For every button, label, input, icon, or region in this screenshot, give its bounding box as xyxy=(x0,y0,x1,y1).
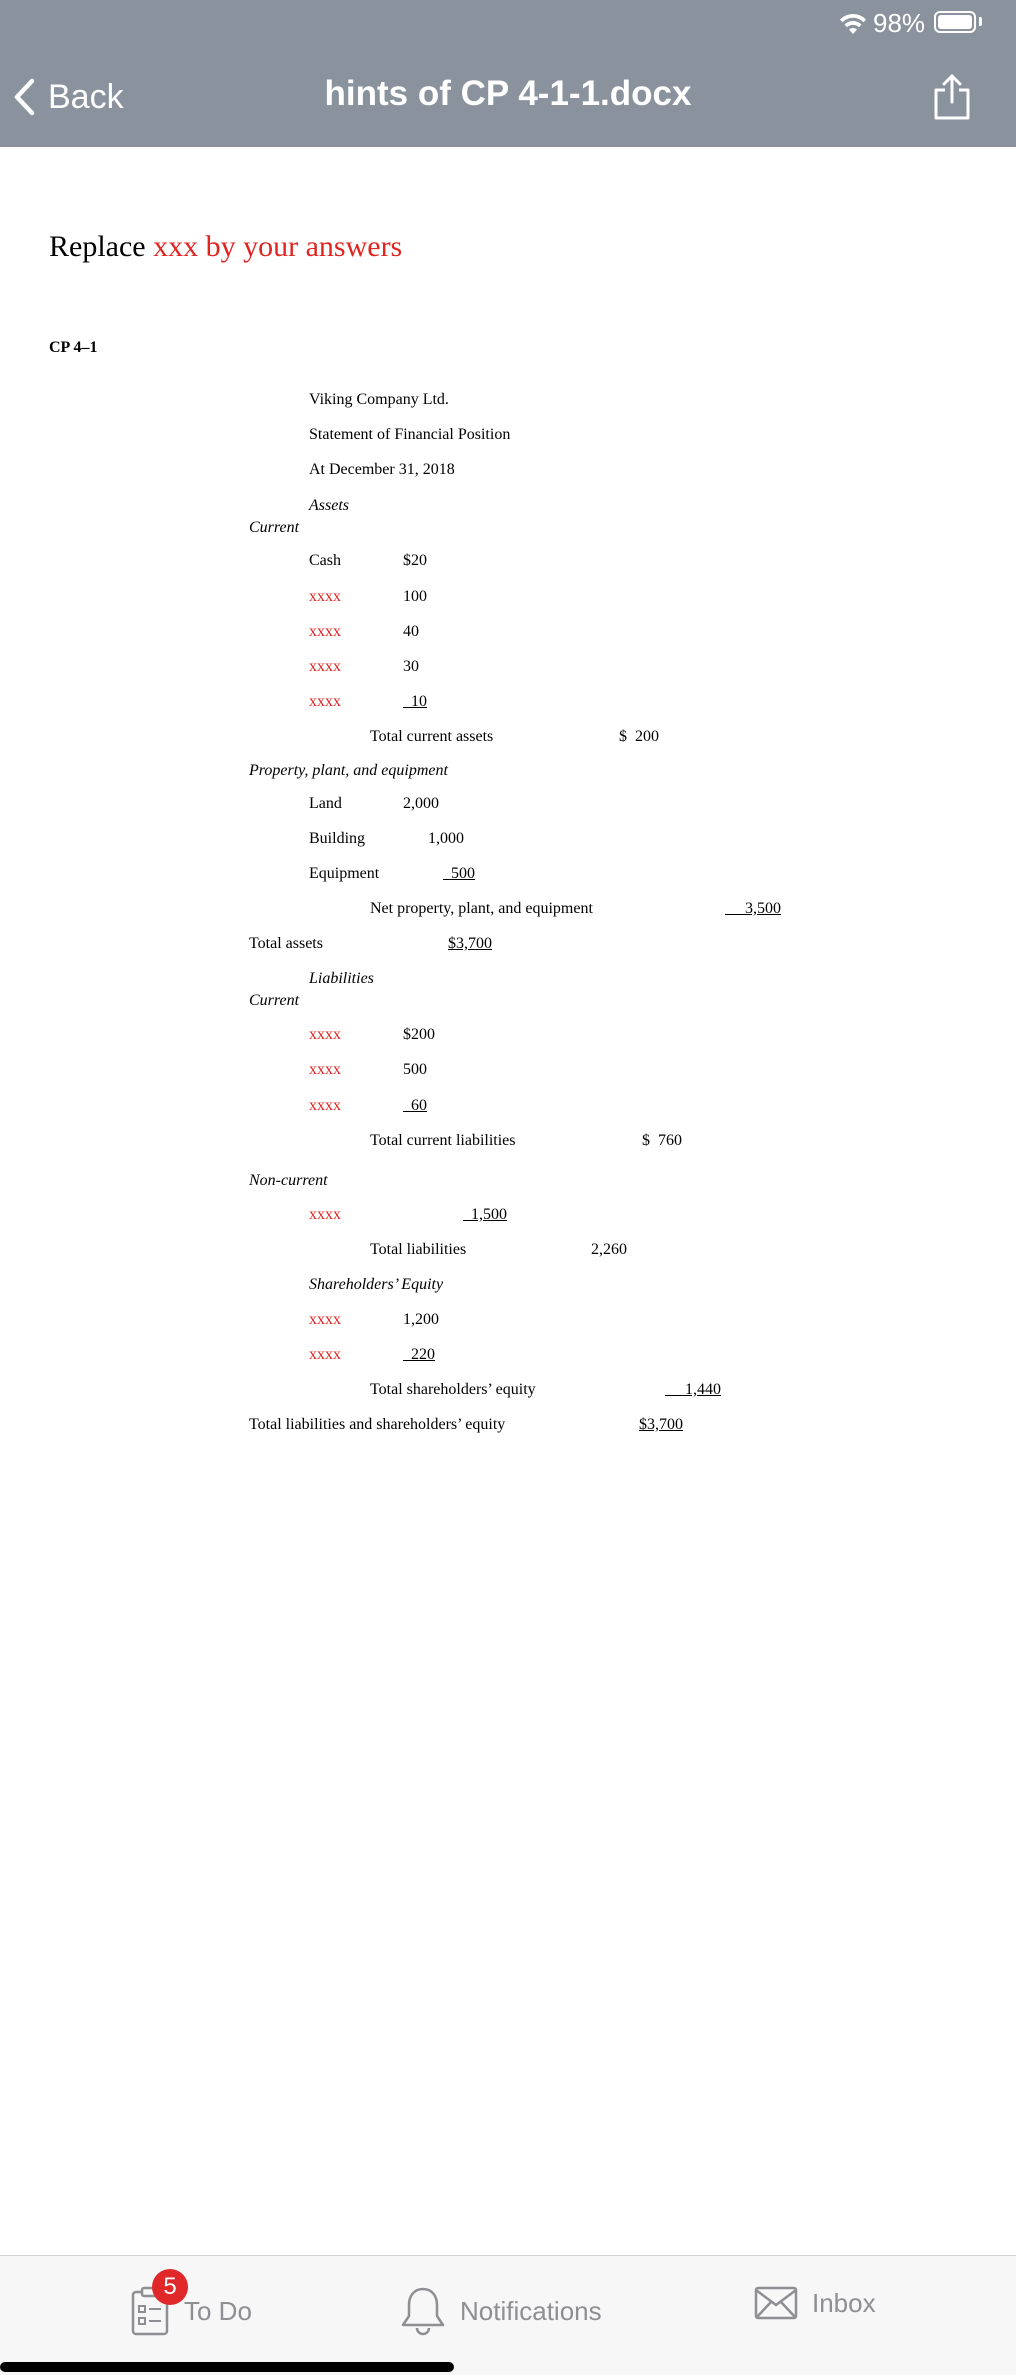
current-asset-value: 100 xyxy=(403,588,427,605)
todo-badge: 5 xyxy=(152,2269,188,2305)
building-value: 1,000 xyxy=(428,830,464,847)
current-liability-label: xxxx xyxy=(309,1026,341,1043)
section-id: CP 4–1 xyxy=(49,339,98,356)
total-current-liabilities-value: $ 760 xyxy=(642,1132,682,1149)
current-liability-value: $200 xyxy=(403,1026,435,1043)
envelope-icon xyxy=(754,2286,798,2320)
cash-label: Cash xyxy=(309,552,341,569)
land-value: 2,000 xyxy=(403,795,439,812)
page-title: hints of CP 4-1-1.docx xyxy=(324,74,692,113)
assets-heading: Assets xyxy=(309,497,349,514)
equipment-value: 500 xyxy=(443,865,475,882)
tab-bar xyxy=(0,2255,1016,2375)
liabilities-heading: Liabilities xyxy=(309,970,374,987)
tab-notifications[interactable] xyxy=(400,2286,602,2336)
current-liability-label: xxxx xyxy=(309,1061,341,1078)
net-ppe-label: Net property, plant, and equipment xyxy=(370,900,593,917)
statement-date: At December 31, 2018 xyxy=(309,461,455,478)
wifi-icon xyxy=(838,10,868,36)
current-asset-label: xxxx xyxy=(309,658,341,675)
current-liability-value: 500 xyxy=(403,1061,427,1078)
tab-todo[interactable] xyxy=(130,2286,252,2336)
company-name: Viking Company Ltd. xyxy=(309,391,449,408)
battery-percent: 98% xyxy=(873,8,926,38)
tab-inbox-label: Inbox xyxy=(812,2287,876,2318)
equity-item-value: 220 xyxy=(403,1346,435,1363)
noncurrent-liability-label: xxxx xyxy=(309,1206,341,1223)
building-label: Building xyxy=(309,830,366,847)
total-current-liabilities-label: Total current liabilities xyxy=(370,1132,516,1149)
current-asset-value: 40 xyxy=(403,623,419,640)
total-equity-label: Total shareholders’ equity xyxy=(370,1381,536,1398)
battery-cap xyxy=(979,17,982,26)
share-icon[interactable] xyxy=(930,68,974,124)
land-label: Land xyxy=(309,795,342,812)
cash-value: $20 xyxy=(403,552,427,569)
noncurrent-heading: Non-current xyxy=(249,1172,328,1189)
current-asset-label: xxxx xyxy=(309,693,341,710)
nav-bar xyxy=(0,48,1016,147)
doc-heading-black: Replace xyxy=(49,230,154,263)
total-current-assets-value: $ 200 xyxy=(619,728,659,745)
current-asset-value: 10 xyxy=(403,693,427,710)
total-liabilities-value: 2,260 xyxy=(591,1241,627,1258)
doc-heading xyxy=(49,229,402,265)
equity-item-value: 1,200 xyxy=(403,1311,439,1328)
doc-heading-red: xxx by your answers xyxy=(153,230,403,263)
equity-item-label: xxxx xyxy=(309,1311,341,1328)
current-asset-label: xxxx xyxy=(309,623,341,640)
battery-icon xyxy=(934,11,976,33)
back-label: Back xyxy=(48,77,124,116)
equity-heading: Shareholders’ Equity xyxy=(309,1276,444,1293)
current-assets-heading: Current xyxy=(249,519,300,536)
current-liabilities-heading: Current xyxy=(249,992,300,1009)
total-liabilities-label: Total liabilities xyxy=(370,1241,467,1258)
current-asset-value: 30 xyxy=(403,658,419,675)
statement-title: Statement of Financial Position xyxy=(309,426,511,443)
total-le-label: Total liabilities and shareholders’ equity xyxy=(249,1416,506,1433)
home-indicator xyxy=(0,2362,454,2372)
tab-notifications-label: Notifications xyxy=(460,2295,602,2326)
total-assets-value: $3,700 xyxy=(448,935,492,952)
document-view xyxy=(0,147,1016,2255)
tab-todo-label: To Do xyxy=(184,2295,252,2326)
ppe-heading: Property, plant, and equipment xyxy=(249,762,448,779)
tab-inbox[interactable] xyxy=(754,2286,876,2320)
total-le-value: $3,700 xyxy=(639,1416,683,1433)
equipment-label: Equipment xyxy=(309,865,380,882)
noncurrent-liability-value: 1,500 xyxy=(463,1206,507,1223)
bell-icon xyxy=(400,2286,446,2336)
total-equity-value: 1,440 xyxy=(665,1381,721,1398)
status-bar xyxy=(0,0,1016,48)
net-ppe-value: 3,500 xyxy=(725,900,781,917)
total-current-assets-label: Total current assets xyxy=(370,728,494,745)
equity-item-label: xxxx xyxy=(309,1346,341,1363)
current-asset-label: xxxx xyxy=(309,588,341,605)
current-liability-value: 60 xyxy=(403,1097,427,1114)
total-assets-label: Total assets xyxy=(249,935,323,952)
current-liability-label: xxxx xyxy=(309,1097,341,1114)
